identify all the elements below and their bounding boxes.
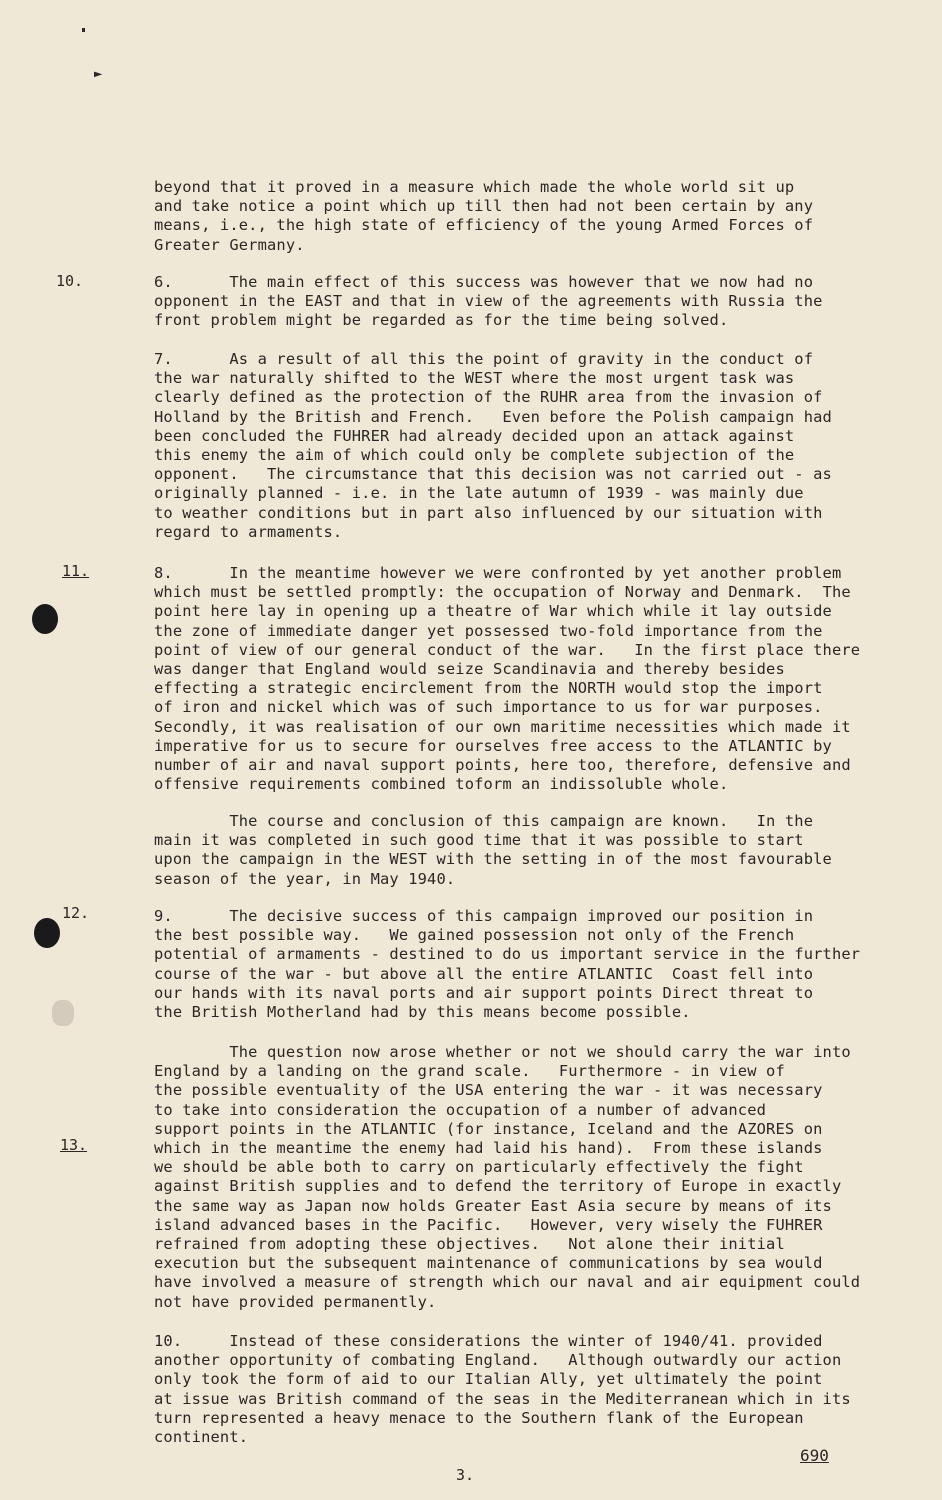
margin-ref-12: 12. — [62, 904, 90, 922]
paragraph-10: 10. Instead of these considerations the winter of 1940/41. provided another opportunity of combating England. Although outwardly our action only took the form of aid to our Italian Ally, yet ultimately the point at issue was British command of the seas in the Mediterranean which in its turn represented a heavy menace to the Southern flank of the European continent. — [154, 1332, 851, 1447]
punch-hole-top — [32, 604, 58, 634]
paragraph-8: 8. In the meantime however we were confronted by yet another problem which must be settled promptly: the occupation of Norway and Denmark. The point here lay in opening up a theatre of War which while it lay outside the zone of immediate danger yet possessed two-fold importance from the point of view of our general conduct of the war. In the first place there was danger that England would seize Scandinavia and thereby besides effecting a strategic encirclement from the NORTH would stop the import of iron and nickel which was of such importance to us for war purposes. Secondly, it was realisation of our own maritime necessities which made it imperative for us to secure for ourselves free access to the ATLANTIC by number of air and naval support points, here too, therefore, defensive and offensive requirements combined toform an indissoluble whole. — [154, 564, 861, 794]
margin-ref-10: 10. — [56, 272, 84, 290]
punch-hole-bottom — [34, 918, 60, 948]
margin-ref-13: 13. — [60, 1136, 88, 1154]
page-number: 3. — [456, 1466, 475, 1484]
paragraph-6: 6. The main effect of this success was however that we now had no opponent in the EAST and that in view of the agreements with Russia the front problem might be regarded as for the time being solved. — [154, 273, 823, 330]
stray-mark — [82, 28, 85, 32]
margin-ref-11: 11. — [62, 562, 90, 580]
paper-smudge — [52, 1000, 74, 1026]
paragraph-8-continuation: The course and conclusion of this campaign are known. In the main it was completed in such good time that it was possible to start upon the campaign in the WEST with the setting in of the most favourable season of the year, in May 1940. — [154, 812, 832, 888]
paragraph-9-continuation: The question now arose whether or not we should carry the war into England by a landing on the grand scale. Furthermore - in view of the possible eventuality of the USA entering the war - it was necessary to take into consideration the occupation of a number of advanced support points in the ATLANTIC (for instance, Iceland and the AZORES on which in the meantime the enemy had laid his hand). From these islands we should be able both to carry on particularly effectively the fight against British supplies and to defend the territory of Europe in exactly the same way as Japan now holds Greater East Asia secure by means of its island advanced bases in the Pacific. However, very wisely the FUHRER refrained from adopting these objectives. Not alone their initial execution but the subsequent maintenance of communications by sea would have involved a measure of strength which our naval and air equipment could not have provided permanently. — [154, 1043, 861, 1311]
paragraph-9: 9. The decisive success of this campaign improved our position in the best possible way. We gained possession not only of the French potential of armaments - destined to do us important service in the further course of the war - but above all the entire ATLANTIC Coast fell into our hands with its naval ports and air support points Direct threat to the British Motherland had by this means become possible. — [154, 907, 861, 1022]
folio-number: 690 — [800, 1446, 829, 1465]
stray-arrow-mark: ► — [94, 66, 103, 82]
paragraph-intro: beyond that it proved in a measure which made the whole world sit up and take notice a point which up till then had not been certain by any means, i.e., the high state of efficiency of the young Armed Forces of Greater Germany. — [154, 178, 814, 254]
paragraph-7: 7. As a result of all this the point of gravity in the conduct of the war naturally shifted to the WEST where the most urgent task was clearly defined as the protection of the RUHR area from the invasion of Holland by the British and French. Even before the Polish campaign had been concluded the FUHRER had already decided upon an attack against this enemy the aim of which could only be complete subjection of the opponent. The circumstance that this decision was not carried out - as originally planned - i.e. in the late autumn of 1939 - was mainly due to weather conditions but in part also influenced by our situation with regard to armaments. — [154, 350, 832, 541]
